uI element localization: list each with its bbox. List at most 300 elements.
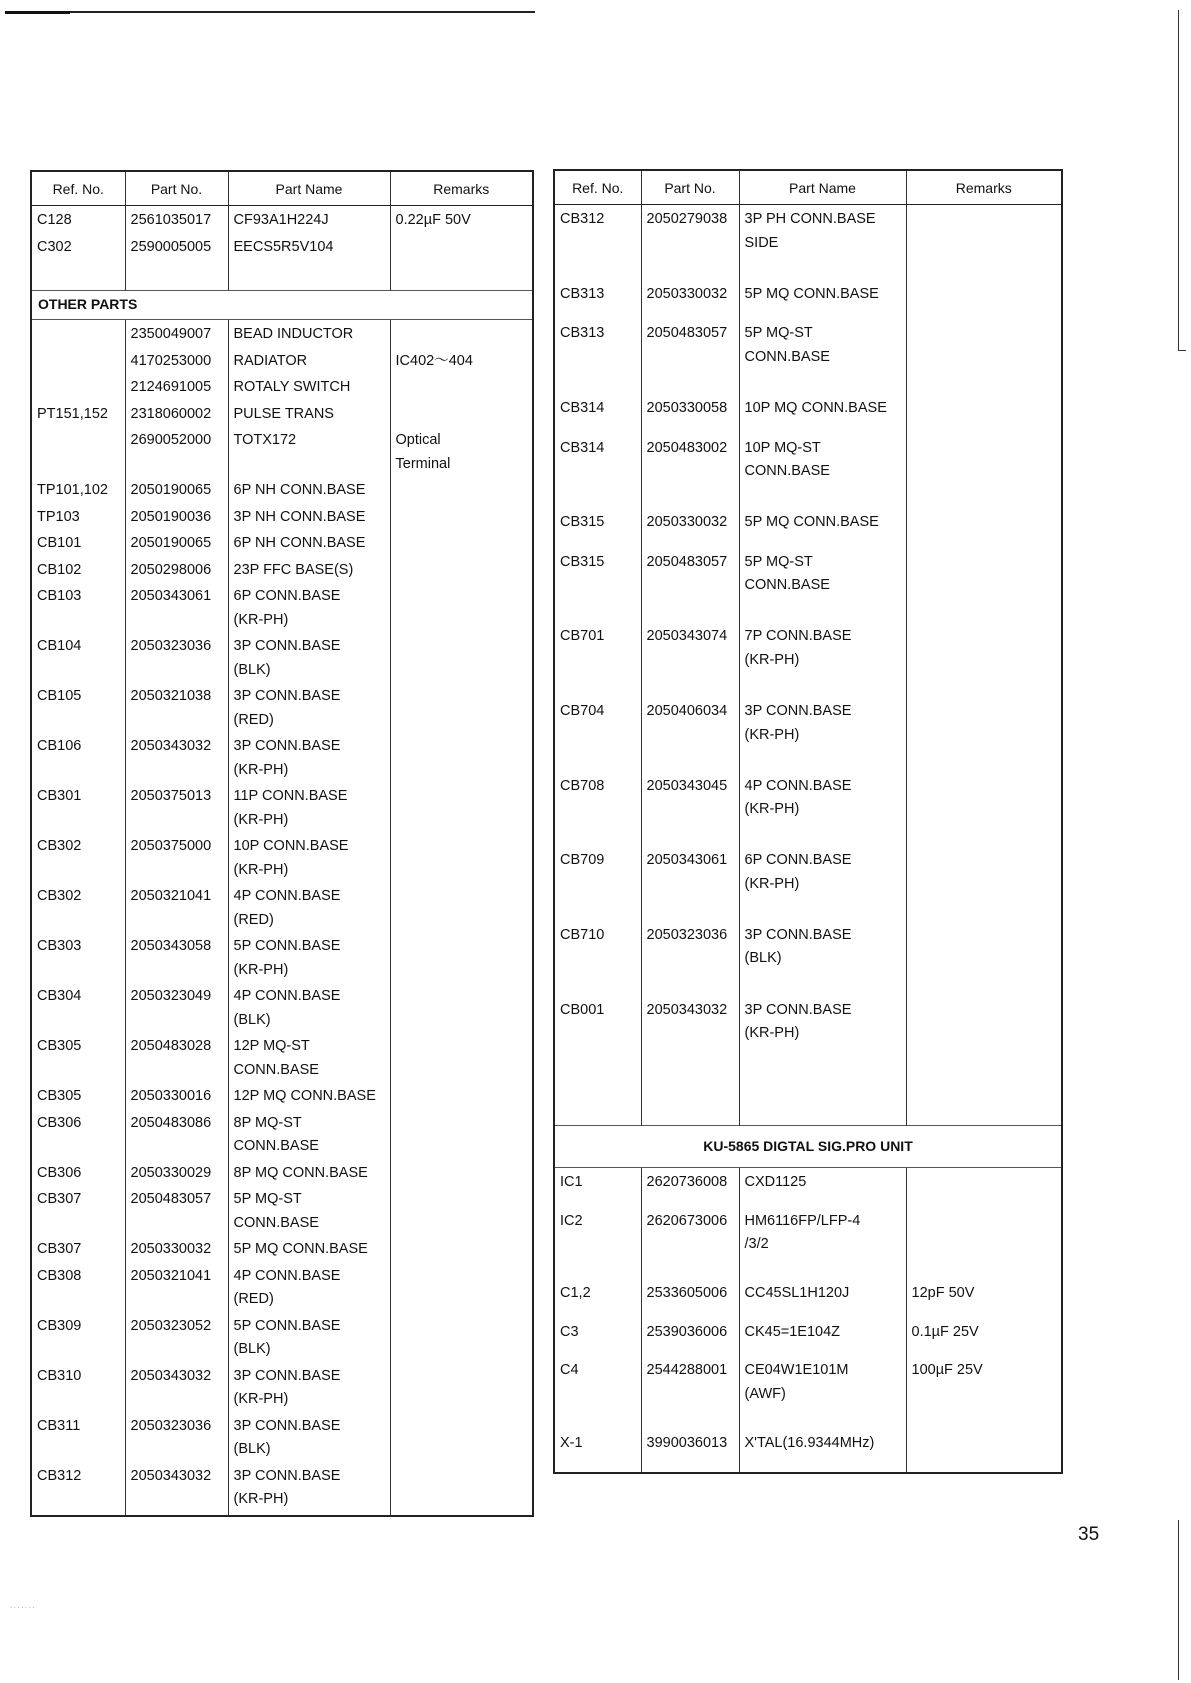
ref-cell [31,832,125,882]
ref-cell [31,1082,125,1109]
part-name-cell [228,320,390,347]
part-name-text: 3P CONN.BASE [233,1367,341,1384]
remarks-text [396,1265,530,1289]
table-row [554,921,1062,996]
filler-cell [31,1512,125,1516]
part-name-text: 5P CONN.BASE [233,1317,341,1334]
ref-cell [31,732,125,782]
part-no-text: 2539036006 [646,1323,728,1340]
part-name-text-line2: (KR-PH) [744,801,800,818]
part-no-text: 2050330032 [130,1241,212,1257]
remarks-cell [390,1462,533,1512]
part-name-cell [228,1159,390,1186]
table-row [31,426,533,476]
part-name-cell [739,1207,906,1279]
part-name-text-line2: (KR-PH) [233,761,289,778]
part-name-cell [228,503,390,530]
part-name-text: 7P CONN.BASE [744,628,852,645]
table-row [31,206,533,233]
part-name-cell [228,1109,390,1159]
remarks-text [912,551,1059,575]
left-top-rows [31,206,533,291]
ref-text: CB304 [37,988,82,1004]
remarks-cell [390,503,533,530]
part-no-cell [125,832,228,882]
ref-cell [31,932,125,982]
ref-text: C128 [37,212,72,228]
ref-text: CB305 [37,1088,82,1104]
part-name-text-line2: /3/2 [744,1236,769,1253]
part-name-text: 6P CONN.BASE [744,852,852,869]
part-no-text: 2050375000 [130,838,212,854]
ref-text [37,429,122,453]
filler-cell [125,1512,228,1516]
part-no-cell [125,1032,228,1082]
ref-text: CB709 [560,852,605,869]
part-no-text: 2050483002 [646,439,728,456]
header-remarks: Remarks [906,170,1062,205]
part-no-cell [125,1462,228,1512]
ref-text: C1,2 [560,1285,591,1302]
remarks-text [912,625,1059,649]
part-name-text: 3P CONN.BASE [744,1001,852,1018]
part-name-text: 4P CONN.BASE [233,988,341,1004]
remarks-cell [390,347,533,374]
part-name-text: 6P CONN.BASE [233,588,341,604]
part-no-text: 2050190065 [130,535,212,551]
part-no-text: 2620736008 [646,1174,728,1191]
part-name-text-line2: (RED) [233,911,274,928]
ref-text: TP103 [37,508,80,525]
part-no-text: 3990036013 [646,1434,728,1451]
header-part-no: Part No. [125,171,228,206]
ref-text: CB312 [560,211,605,227]
part-no-text: 2050330058 [646,400,728,417]
remarks-cell [906,622,1062,697]
table-row [554,622,1062,697]
part-name-text: BEAD INDUCTOR [233,326,354,342]
section-title-digital-unit: KU-5865 DIGTAL SIG.PRO UNIT [554,1126,1062,1168]
part-name-cell [228,982,390,1032]
part-no-text: 2050483057 [130,1191,212,1207]
ref-cell [31,400,125,427]
ref-cell [31,1412,125,1462]
part-name-text: 23P FFC BASE(S) [233,561,354,578]
part-no-cell [125,932,228,982]
part-no-cell [641,508,739,548]
ref-cell [554,1207,641,1279]
part-name-text: 12P MQ CONN.BASE [233,1088,376,1104]
part-name-text-line2: (KR-PH) [744,875,800,892]
ref-cell [31,882,125,932]
ref-text: X-1 [560,1434,583,1451]
part-no-text: 2050343061 [130,588,212,604]
header-remarks: Remarks [390,171,533,206]
header-ref-no: Ref. No. [554,170,641,205]
table-row [31,1032,533,1082]
part-no-text: 2050406034 [646,703,728,720]
remarks-text [396,1315,530,1339]
part-no-text: 2050323036 [130,638,212,654]
ref-text: CB314 [560,400,605,417]
ref-text: CB307 [37,1191,82,1207]
part-name-text: PULSE TRANS [233,405,334,422]
table-row [31,503,533,530]
filler-cell [125,259,228,291]
remarks-cell [390,832,533,882]
part-name-cell [739,508,906,548]
remarks-text [912,999,1059,1023]
filler-cell [554,1467,641,1473]
ref-cell [554,921,641,996]
remarks-cell [390,732,533,782]
remarks-cell [390,1032,533,1082]
ref-text: CB309 [37,1317,82,1334]
remarks-text [396,1085,530,1109]
part-name-text-line2: CONN.BASE [233,1214,319,1231]
ref-cell [31,782,125,832]
remarks-text [396,1112,530,1136]
right-rows [554,1168,1062,1473]
part-no-cell [125,400,228,427]
part-no-cell [125,426,228,476]
remarks-text: Optical [395,432,441,448]
remarks-cell [390,882,533,932]
binding-edge-tick [1178,350,1186,351]
part-name-cell [739,319,906,394]
part-no-cell [641,1279,739,1317]
part-name-text: 6P NH CONN.BASE [233,482,366,498]
ref-text: CB106 [37,738,82,754]
table-row [31,347,533,374]
remarks-cell [390,682,533,732]
ref-cell [31,1362,125,1412]
section-row [554,1126,1062,1168]
part-no-cell [125,1412,228,1462]
ref-cell [31,1462,125,1512]
part-no-cell [641,280,739,320]
section-title-other-parts: OTHER PARTS [31,291,533,320]
part-name-cell [228,1312,390,1362]
part-name-text: EECS5R5V104 [233,238,334,255]
filler-cell [31,259,125,291]
part-no-text: 2533605006 [646,1285,728,1302]
part-name-text: 4P CONN.BASE [233,1267,341,1284]
part-no-text: 2050321038 [130,688,212,704]
remarks-cell [390,426,533,476]
part-no-text: 2050279038 [646,211,728,227]
ref-cell [31,233,125,260]
part-no-text: 2050321041 [130,1267,212,1284]
table-row [554,548,1062,623]
part-no-cell [125,1362,228,1412]
remarks-cell [390,206,533,233]
part-name-text: 10P MQ CONN.BASE [744,400,887,417]
table-row [31,476,533,503]
ref-cell [31,1262,125,1312]
part-no-text: 2050323049 [130,988,212,1004]
header-part-name: Part Name [228,171,390,206]
filler-cell [906,1467,1062,1473]
part-no-cell [125,582,228,632]
ref-text [37,376,122,400]
part-name-text: CC45SL1H120J [744,1285,850,1302]
table-row [554,1207,1062,1279]
part-name-text-line2: CONN.BASE [744,348,830,365]
part-name-text: 4P CONN.BASE [744,777,852,794]
remarks-cell [390,233,533,260]
table-row [554,697,1062,772]
part-name-cell [739,394,906,434]
remarks-cell [906,1429,1062,1467]
remarks-cell [390,1159,533,1186]
part-no-text: 2050330032 [646,285,728,302]
remarks-text [396,1365,530,1389]
remarks-cell [390,556,533,583]
ref-text: CB704 [560,703,605,720]
remarks-text [912,1432,1059,1456]
ref-text [37,350,122,374]
remarks-text [396,985,530,1009]
ref-cell [554,1356,641,1428]
part-no-text: 2050483028 [130,1038,212,1054]
part-name-text: 6P NH CONN.BASE [233,535,366,551]
part-no-cell [641,205,739,280]
filler-cell [641,1467,739,1473]
table-row [31,1082,533,1109]
table-row [31,1312,533,1362]
remarks-cell [390,529,533,556]
remarks-text [912,849,1059,873]
part-name-cell [228,1362,390,1412]
ref-cell [31,373,125,400]
ref-cell [31,632,125,682]
filler-cell [739,1467,906,1473]
filler-cell [228,1512,390,1516]
part-no-text: 2050343032 [130,1367,212,1384]
remarks-text [396,635,530,659]
remarks-text [912,208,1059,232]
part-name-text: 3P CONN.BASE [233,688,341,704]
remarks-text [912,397,1059,421]
part-name-cell [739,434,906,509]
part-no-text: 2590005005 [130,238,212,255]
ref-cell [554,434,641,509]
part-no-cell [125,1235,228,1262]
ref-cell [31,1159,125,1186]
remarks-text: 0.1µF 25V [911,1323,979,1340]
part-no-cell [125,503,228,530]
ref-text: CB310 [37,1367,82,1384]
ref-cell [554,1318,641,1356]
ref-cell [31,476,125,503]
part-name-cell [228,882,390,932]
remarks-text [912,437,1059,461]
part-no-cell [125,529,228,556]
part-no-text: 2050323036 [130,1417,212,1434]
left-rows [31,320,533,1516]
binding-edge-line [1178,10,1179,350]
remarks-cell [390,982,533,1032]
table-row [31,1235,533,1262]
part-no-text: 2050190036 [130,508,212,525]
part-name-text: CXD1125 [744,1174,807,1191]
right-top-rows [554,205,1062,1126]
part-name-text: 12P MQ-ST [233,1038,310,1054]
table-row [31,529,533,556]
part-no-text: 2050343032 [130,1467,212,1484]
part-name-cell [739,1168,906,1207]
remarks-cell [906,1207,1062,1279]
remarks-cell [390,1412,533,1462]
part-no-text: 2050375013 [130,788,212,804]
part-no-text: 2050343074 [646,628,728,645]
remarks-text [396,403,530,427]
table-row [31,632,533,682]
table-row [554,1318,1062,1356]
part-no-cell [125,982,228,1032]
part-name-text: 5P CONN.BASE [233,938,341,954]
part-name-text-line2: (RED) [233,1291,274,1307]
part-no-cell [125,373,228,400]
remarks-text [396,1415,530,1439]
ref-text: PT151,152 [37,405,108,422]
part-name-text: X'TAL(16.9344MHz) [744,1434,875,1451]
header-ref-no: Ref. No. [31,171,125,206]
part-name-text-line2: (BLK) [233,1341,271,1357]
remarks-cell [390,1312,533,1362]
filler-cell [228,259,390,291]
part-name-cell [228,476,390,503]
remarks-cell [390,632,533,682]
part-no-text: 2318060002 [130,405,212,422]
table-row [31,1412,533,1462]
part-name-text: ROTALY SWITCH [233,379,351,395]
remarks-text [912,700,1059,724]
part-name-cell [739,1279,906,1317]
part-name-text: 3P CONN.BASE [233,1417,341,1434]
part-name-cell [739,921,906,996]
remarks-cell [390,1185,533,1235]
table-row [31,732,533,782]
part-no-text: 2050298006 [130,561,212,578]
filler-cell [390,1512,533,1516]
remarks-text [396,1188,530,1212]
table-row [31,932,533,982]
part-name-text-line2: CONN.BASE [744,577,830,594]
part-name-cell [228,1185,390,1235]
part-name-cell [228,529,390,556]
remarks-text [396,376,530,400]
part-no-cell [641,996,739,1071]
ref-cell [31,1032,125,1082]
part-no-text: 2050323052 [130,1317,212,1334]
remarks-cell [390,582,533,632]
ref-text: IC1 [560,1174,583,1191]
remarks-cell [390,320,533,347]
part-no-text: 2050330029 [130,1164,212,1181]
table-row [554,319,1062,394]
remarks-cell [906,697,1062,772]
remarks-cell [906,1279,1062,1317]
part-no-cell [125,556,228,583]
remarks-cell [390,1362,533,1412]
ref-cell [554,508,641,548]
remarks-cell [906,846,1062,921]
part-name-cell [228,1235,390,1262]
remarks-text-line2: Terminal [395,455,451,472]
header-part-no: Part No. [641,170,739,205]
ref-text: CB306 [37,1164,82,1181]
table-row [31,1159,533,1186]
part-name-cell [228,233,390,260]
part-name-cell [739,548,906,623]
header-row [31,171,533,206]
ref-text: CB306 [37,1114,82,1131]
part-no-cell [641,622,739,697]
part-name-cell [228,556,390,583]
ref-cell [554,548,641,623]
filler-cell [554,1070,641,1126]
ref-text: CB315 [560,553,605,570]
part-name-text: HM6116FP/LFP-4 [744,1212,861,1229]
table-row [554,996,1062,1071]
part-no-text: 4170253000 [130,352,212,369]
part-name-cell [228,1262,390,1312]
remarks-text [396,1035,530,1059]
remarks-text [396,323,530,347]
part-name-text-line2: (RED) [233,711,274,728]
remarks-cell [906,205,1062,280]
part-name-text: 4P CONN.BASE [233,888,341,904]
part-name-text: 8P MQ CONN.BASE [233,1164,368,1181]
binding-edge-line [1178,1520,1179,1680]
table-row [554,394,1062,434]
remarks-text [912,283,1059,307]
ref-cell [31,556,125,583]
part-name-text-line2: (BLK) [233,661,271,678]
part-no-text: 2124691005 [130,379,212,395]
part-name-text: 8P MQ-ST [233,1114,302,1131]
part-name-text: 11P CONN.BASE [233,788,348,804]
top-rule [5,11,535,13]
table-row [554,772,1062,847]
part-name-cell [739,996,906,1071]
part-name-cell [228,782,390,832]
ref-text: CB103 [37,588,82,604]
part-no-cell [641,434,739,509]
remarks-text [396,506,530,530]
ref-text: CB314 [560,439,605,456]
remarks-cell [906,548,1062,623]
ref-text: CB104 [37,638,82,654]
table-row [554,280,1062,320]
part-no-cell [125,682,228,732]
part-name-cell [228,1412,390,1462]
part-name-cell [739,280,906,320]
ref-text: CB313 [560,285,605,302]
remarks-text: 100µF 25V [911,1362,983,1379]
remarks-cell [906,280,1062,320]
part-name-text: 5P MQ CONN.BASE [233,1241,368,1257]
part-no-text: 2690052000 [130,432,212,448]
table-row [31,556,533,583]
table-row [31,682,533,732]
part-name-cell [228,400,390,427]
page-number: 35 [1078,1524,1100,1545]
remarks-cell [906,1168,1062,1207]
remarks-cell [906,772,1062,847]
